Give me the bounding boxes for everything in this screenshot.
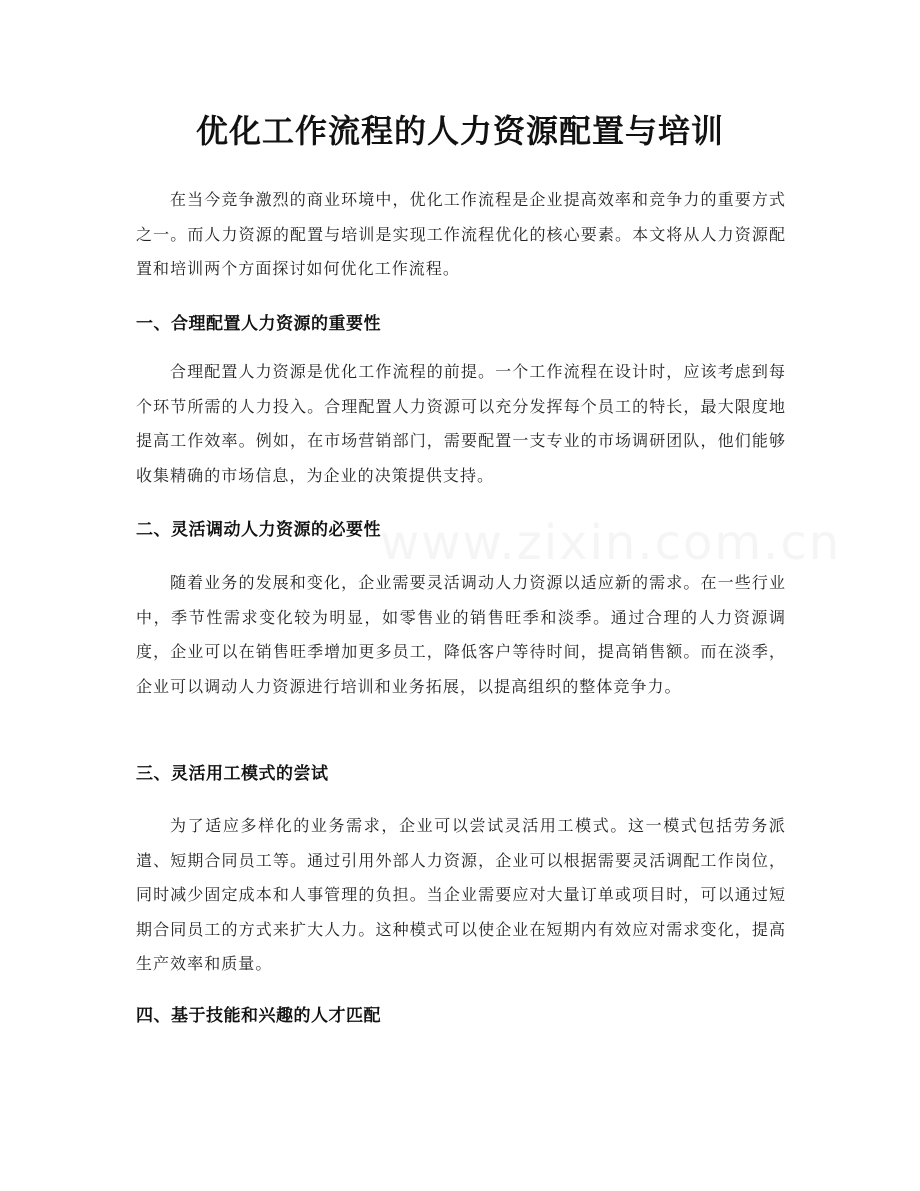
watermark-text: www.zixin.com.cn bbox=[380, 515, 842, 571]
document-title: 优化工作流程的人力资源配置与培训 bbox=[195, 112, 724, 150]
section-3-heading: 三、灵活用工模式的尝试 bbox=[136, 764, 329, 784]
section-1-paragraph: 合理配置人力资源是优化工作流程的前提。一个工作流程在设计时，应该考虑到每个环节所需的人力投入。合理配置人力资源可以充分发挥每个员工的特长，最大限度地提高工作效率。例如，在市场营销部门，需要配置一支专业的市场调研团队，他们能够收集精确的市场信息，为企业的决策提供支持。 bbox=[136, 362, 786, 485]
intro-paragraph: 在当今竞争激烈的商业环境中，优化工作流程是企业提高效率和竞争力的重要方式之一。而人力资源的配置与培训是实现工作流程优化的核心要素。本文将从人力资源配置和培训两个方面探讨如何优化工作流程。 bbox=[136, 190, 786, 279]
section-2-heading: 二、灵活调动人力资源的必要性 bbox=[136, 520, 381, 540]
section-1-heading: 一、合理配置人力资源的重要性 bbox=[136, 314, 381, 334]
section-3-paragraph: 为了适应多样化的业务需求，企业可以尝试灵活用工模式。这一模式包括劳务派遣、短期合同员工等。通过引用外部人力资源，企业可以根据需要灵活调配工作岗位，同时减少固定成本和人事管理的负担。当企业需要应对大量订单或项目时，可以通过短期合同员工的方式来扩大人力。这种模式可以使企业在短期内有效应对需求变化，提高生产效率和质量。 bbox=[136, 816, 786, 974]
section-2-paragraph: 随着业务的发展和变化，企业需要灵活调动人力资源以适应新的需求。在一些行业中，季节性需求变化较为明显，如零售业的销售旺季和淡季。通过合理的人力资源调度，企业可以在销售旺季增加更多员工，降低客户等待时间，提高销售额。而在淡季，企业可以调动人力资源进行培训和业务拓展，以提高组织的整体竞争力。 bbox=[136, 573, 786, 696]
section-4-heading: 四、基于技能和兴趣的人才匹配 bbox=[136, 1006, 381, 1026]
